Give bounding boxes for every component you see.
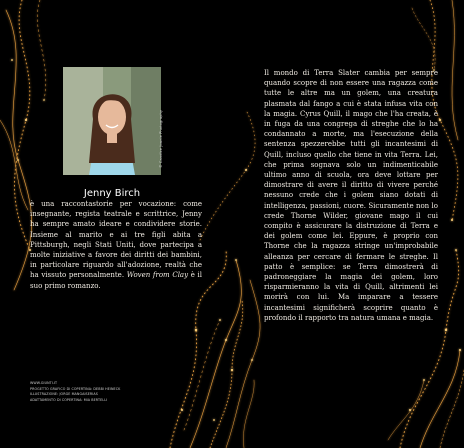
author-bio [30,199,202,291]
credit-line: ILLUSTRAZIONE: JORGE MANGAISERIAS [30,392,98,397]
author-bio-end: è il suo primo romanzo. [30,271,202,290]
photo-credit: © Candice Joanie Photography [159,109,163,168]
author-name: Jenny Birch [83,188,141,199]
book-title: Woven from Clay [126,271,189,280]
publisher-credits [30,381,180,403]
author-bio-text: è una raccontastorie per vocazione: come insegnante, regista teatrale e scrittrice, Jenny ha sempre amato ideare e condividere storie. Insieme al marito e ai tre figli abita a Pittsburgh, negli Stati Uniti, dove partecipa a molte iniziative a favore dei diritti dei bambini, in particolare riguardo all'adozione, realtà che ha vissuto personalmente. [30,200,202,280]
credit-line: PROGETTO GRAFICO DI COPERTINA: DEBBI HEINECK [30,386,121,391]
credit-line: ADATTAMENTO DI COPERTINA: MIA BERTELLI [30,397,108,402]
book-synopsis: Il mondo di Terra Slater cambia per sempre quando scopre di non essere una ragazza come tutte le altre ma un golem, una creatura plasmata dal fango a cui è stata infusa vita con la magia. Cyrus Quill, il mago che l'ha creata, è in fuga da una congrega di streghe che lo ha condannato a morte, ma l'esecuzione della sentenza spezzerebbe tutti gli incantesimi di Quill, incluso quello che tiene in vita Terra. Lei, che prima sognava solo un indimenticabile ultimo anno di scuola, ora deve lottare per dimostrare di avere il diritto di vivere perché nessuno crede che i golem siano dotati di intelligenza, passioni, cuore. Sicuramente non lo crede Thorne Wilder, giovane mago il cui compito è assicurare la distruzione di Terra e dei golem come lei. Eppure, è proprio con Thorne che la ragazza stringe un'improbabile alleanza per cercare di fermare le streghe. Il patto è semplice: se Terra dimostrerà di padroneggiare la magia dei golem, loro risparmieranno la vita di Quill, altrimenti lei morirà con lui. Ma imparare a tessere incantesimi significherà scoprire quanto è profondo il rapporto tra natura umana e magia. [264,69,438,322]
author-photo [63,67,161,175]
credit-line: WWW.GIUNTI.IT [30,381,58,385]
